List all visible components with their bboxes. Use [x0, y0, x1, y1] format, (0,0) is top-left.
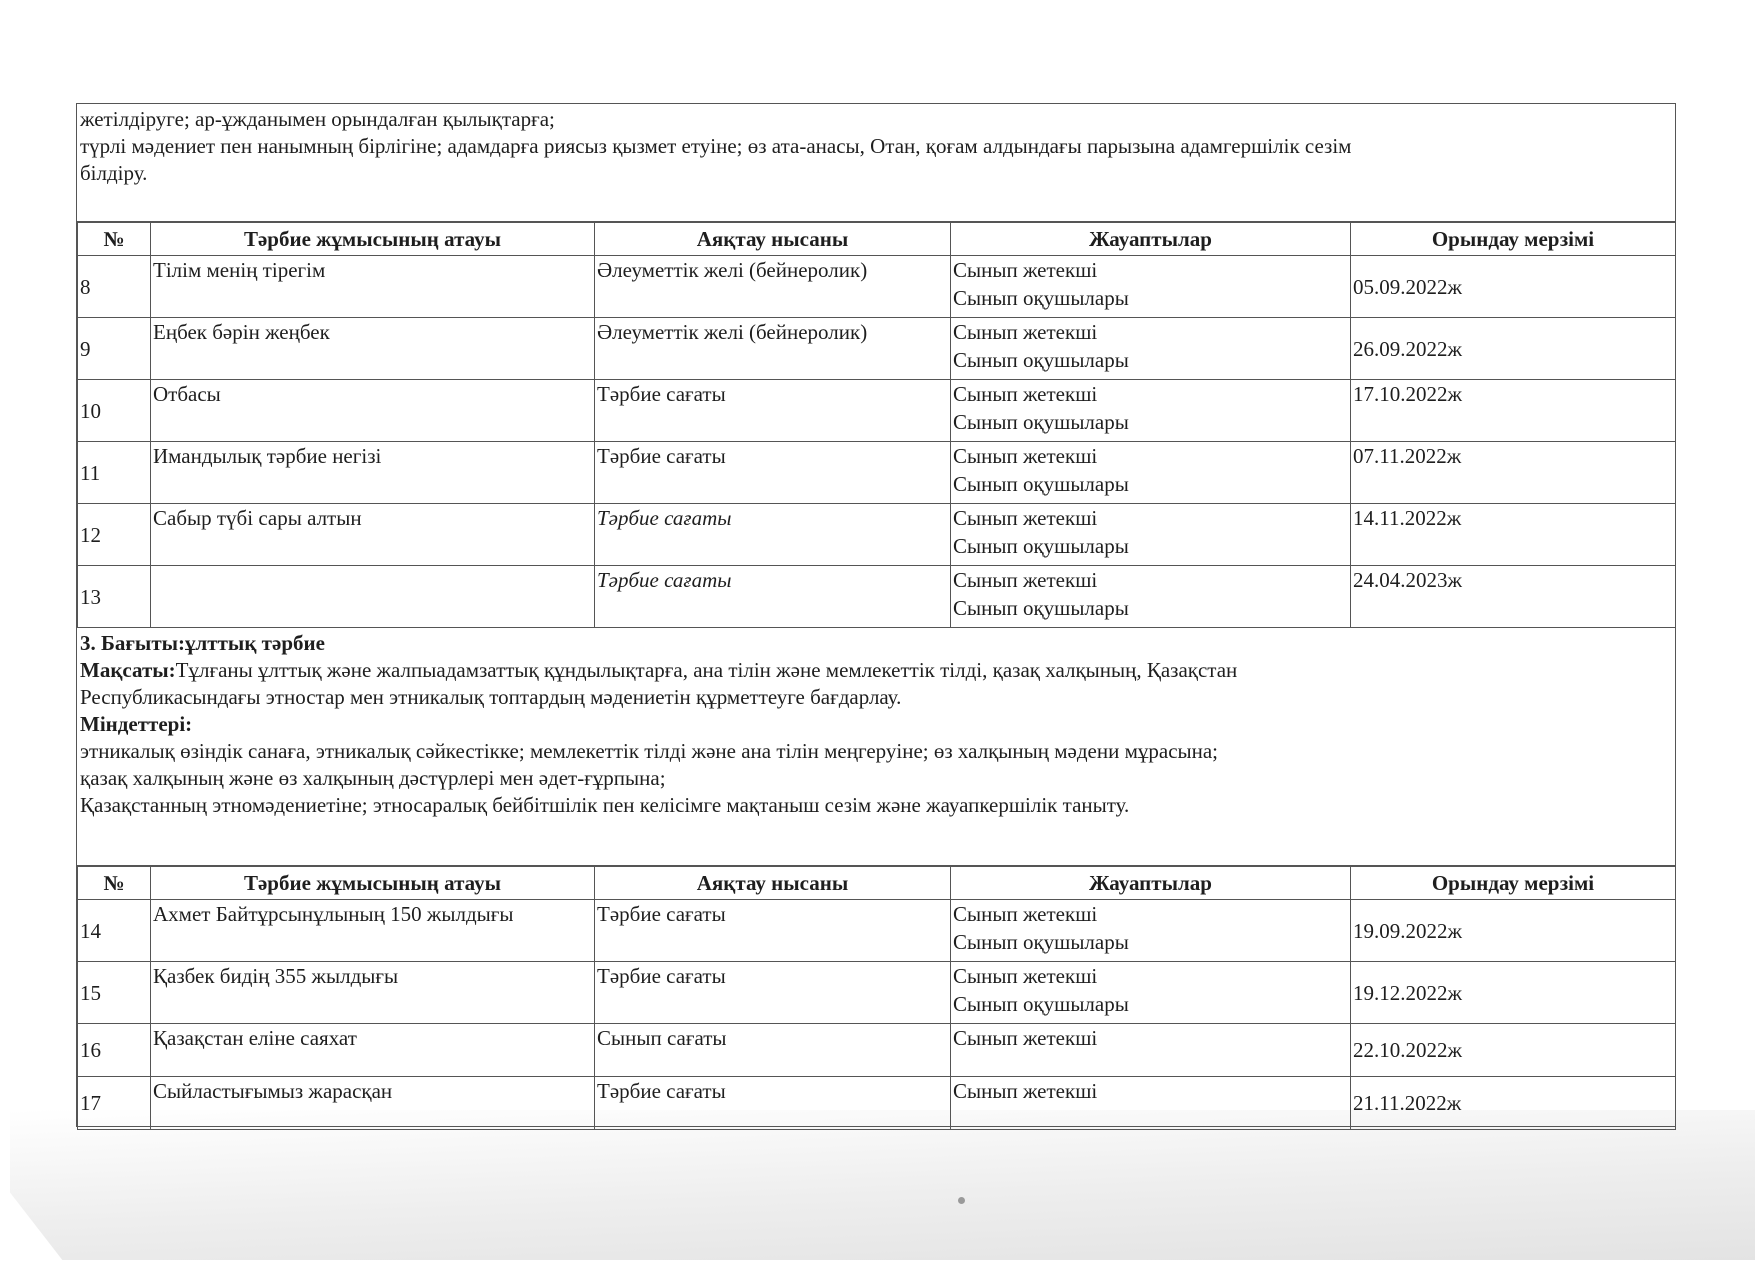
row-form: Әлеуметтік желі (бейнеролик) — [595, 256, 951, 318]
task-line: қазақ халқының және өз халқының дәстүрлері мен әдет-ғұрпына; — [80, 766, 666, 790]
goal-text: Тұлғаны ұлттық және жалпыадамзаттық құндылықтарға, ана тілін және мемлекеттік тілді, қазақ халқының, Қазақстан — [175, 658, 1238, 682]
row-num: 13 — [78, 566, 151, 628]
col-deadline-header: Орындау мерзімі — [1351, 223, 1676, 256]
table-row — [78, 566, 1676, 628]
row-name: Қазбек бидің 355 жылдығы — [151, 962, 595, 1024]
row-name: Ахмет Байтұрсынұлының 150 жылдығы — [151, 900, 595, 962]
row-name: Тілім менің тірегім — [151, 256, 595, 318]
row-form: Тәрбие сағаты — [595, 962, 951, 1024]
table-row — [78, 380, 1676, 442]
row-num: 10 — [78, 380, 151, 442]
row-responsible — [951, 318, 1351, 380]
responsible-line: Сынып жетекші — [953, 1079, 1098, 1103]
table-row — [78, 442, 1676, 504]
row-name: Отбасы — [151, 380, 595, 442]
row-responsible — [951, 256, 1351, 318]
row-num: 9 — [78, 318, 151, 380]
goal-line — [80, 657, 1672, 684]
row-date: 07.11.2022ж — [1351, 442, 1676, 504]
responsible-line: Сынып оқушылары — [953, 286, 1129, 310]
events-table-2 — [77, 866, 1676, 1130]
tasks-heading — [80, 711, 1672, 738]
row-responsible — [951, 900, 1351, 962]
table-row — [78, 504, 1676, 566]
row-date: 17.10.2022ж — [1351, 380, 1676, 442]
row-num: 15 — [78, 962, 151, 1024]
section-heading — [80, 630, 1672, 657]
col-name-header: Тәрбие жұмысының атауы — [151, 867, 595, 900]
section-heading-text: 3. Бағыты:ұлттық тәрбие — [80, 631, 325, 655]
responsible-line: Сынып жетекші — [953, 444, 1098, 468]
row-num: 14 — [78, 900, 151, 962]
col-responsible-header: Жауаптылар — [951, 867, 1351, 900]
responsible-line: Сынып оқушылары — [953, 410, 1129, 434]
table-header-row — [78, 223, 1676, 256]
row-num: 12 — [78, 504, 151, 566]
events-table-1 — [77, 222, 1676, 628]
table-row — [78, 962, 1676, 1024]
intro-block — [77, 104, 1675, 222]
row-responsible — [951, 1077, 1351, 1130]
row-responsible — [951, 442, 1351, 504]
table-row — [78, 318, 1676, 380]
goal-line: Республикасындағы этностар мен этникалық топтардың мәдениетін құрметтеуге бағдарлау. — [80, 685, 902, 709]
tasks-label: Міндеттері: — [80, 712, 193, 736]
row-date: 05.09.2022ж — [1351, 256, 1676, 318]
responsible-line: Сынып жетекші — [953, 258, 1098, 282]
responsible-line: Сынып оқушылары — [953, 992, 1129, 1016]
row-date: 22.10.2022ж — [1351, 1024, 1676, 1077]
col-num-header: № — [78, 223, 151, 256]
plan-frame — [76, 103, 1676, 1127]
col-name-header: Тәрбие жұмысының атауы — [151, 223, 595, 256]
row-form: Тәрбие сағаты — [595, 566, 951, 628]
row-form: Тәрбие сағаты — [595, 900, 951, 962]
section3-block — [77, 628, 1675, 866]
table-row — [78, 900, 1676, 962]
row-date: 19.12.2022ж — [1351, 962, 1676, 1024]
row-name: Сыйластығымыз жарасқан — [151, 1077, 595, 1130]
responsible-line: Сынып жетекші — [953, 1026, 1098, 1050]
responsible-line: Сынып оқушылары — [953, 930, 1129, 954]
row-name: Қазақстан еліне саяхат — [151, 1024, 595, 1077]
row-num: 16 — [78, 1024, 151, 1077]
table-row — [78, 1024, 1676, 1077]
row-form: Тәрбие сағаты — [595, 442, 951, 504]
row-responsible — [951, 504, 1351, 566]
responsible-line: Сынып жетекші — [953, 568, 1098, 592]
responsible-line: Сынып жетекші — [953, 320, 1098, 344]
row-form: Әлеуметтік желі (бейнеролик) — [595, 318, 951, 380]
responsible-line: Сынып жетекші — [953, 382, 1098, 406]
col-responsible-header: Жауаптылар — [951, 223, 1351, 256]
intro-line: білдіру. — [80, 161, 148, 185]
responsible-line: Сынып оқушылары — [953, 534, 1129, 558]
task-line: этникалық өзіндік санаға, этникалық сәйкестікке; мемлекеттік тілді және ана тілін меңгеруіне; өз халқының мәдени мұрасына; — [80, 739, 1219, 763]
responsible-line: Сынып жетекші — [953, 506, 1098, 530]
row-form: Тәрбие сағаты — [595, 380, 951, 442]
col-num-header: № — [78, 867, 151, 900]
row-date: 21.11.2022ж — [1351, 1077, 1676, 1130]
col-deadline-header: Орындау мерзімі — [1351, 867, 1676, 900]
responsible-line: Сынып жетекші — [953, 902, 1098, 926]
responsible-line: Сынып оқушылары — [953, 596, 1129, 620]
row-date: 14.11.2022ж — [1351, 504, 1676, 566]
row-num: 8 — [78, 256, 151, 318]
col-form-header: Аяқтау нысаны — [595, 223, 951, 256]
row-num: 17 — [78, 1077, 151, 1130]
intro-line: түрлі мәдениет пен нанымның бірлігіне; адамдарға риясыз қызмет етуіне; өз ата-анасы, Отан, қоғам алдындағы парызына адамгершілік сезім — [80, 134, 1352, 158]
scan-speck — [958, 1197, 965, 1204]
row-date: 24.04.2023ж — [1351, 566, 1676, 628]
row-num: 11 — [78, 442, 151, 504]
row-form: Тәрбие сағаты — [595, 504, 951, 566]
row-form: Тәрбие сағаты — [595, 1077, 951, 1130]
row-responsible — [951, 566, 1351, 628]
row-date: 26.09.2022ж — [1351, 318, 1676, 380]
row-responsible — [951, 380, 1351, 442]
responsible-line: Сынып оқушылары — [953, 472, 1129, 496]
responsible-line: Сынып оқушылары — [953, 348, 1129, 372]
responsible-line: Сынып жетекші — [953, 964, 1098, 988]
intro-line: жетілдіруге; ар-ұжданымен орындалған қылықтарға; — [80, 107, 555, 131]
table-row — [78, 1077, 1676, 1130]
goal-label: Мақсаты: — [80, 658, 176, 682]
task-line: Қазақстанның этномәдениетіне; этносаралық бейбітшілік пен келісімге мақтаныш сезім және жауапкершілік таныту. — [80, 793, 1130, 817]
row-responsible — [951, 1024, 1351, 1077]
table-row — [78, 256, 1676, 318]
col-form-header: Аяқтау нысаны — [595, 867, 951, 900]
table-header-row — [78, 867, 1676, 900]
row-form: Сынып сағаты — [595, 1024, 951, 1077]
row-date: 19.09.2022ж — [1351, 900, 1676, 962]
row-responsible — [951, 962, 1351, 1024]
row-name: Еңбек бәрін жеңбек — [151, 318, 595, 380]
row-name: Сабыр түбі сары алтын — [151, 504, 595, 566]
row-name — [151, 566, 595, 628]
row-name: Имандылық тәрбие негізі — [151, 442, 595, 504]
paper-fold-shadow — [10, 1110, 1755, 1260]
